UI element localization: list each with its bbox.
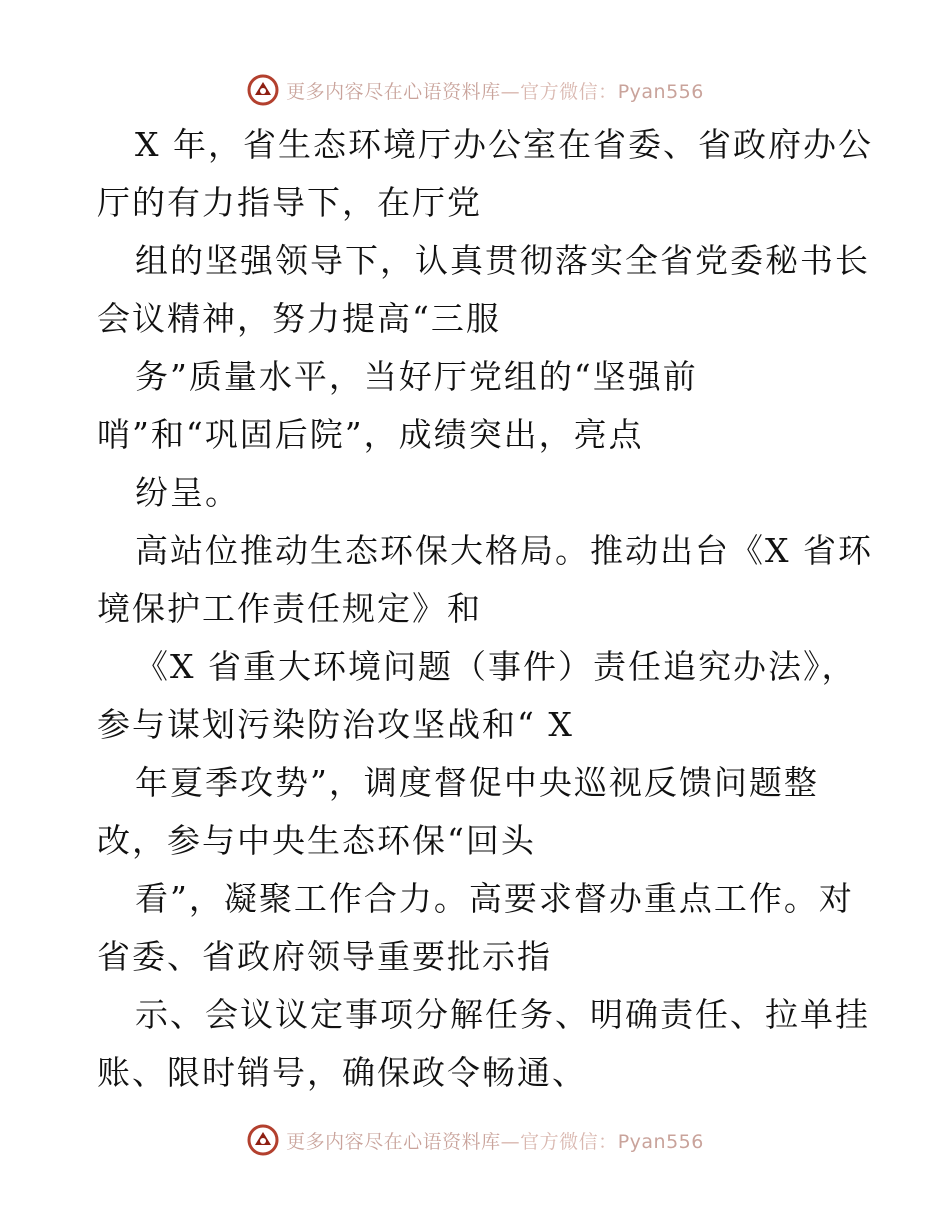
text-line-8: 高站位推动生态环保大格局。推动出台《X 省环 <box>135 531 873 570</box>
brand-wechat-id: Pyan556 <box>617 80 704 103</box>
text-line-9: 境保护工作责任规定》和 <box>97 589 482 628</box>
text-line-7: 纷呈。 <box>135 473 240 512</box>
text-line-5: 务”质量水平，当好厅党组的“坚强前 <box>135 357 698 396</box>
text-line-11: 参与谋划污染防治攻坚战和“ X <box>97 705 574 744</box>
text-line-15: 省委、省政府领导重要批示指 <box>97 937 552 976</box>
text-line-14: 看”，凝聚工作合力。高要求督办重点工作。对 <box>135 879 854 918</box>
text-line-17: 账、限时销号，确保政令畅通、 <box>97 1053 587 1092</box>
brand-text <box>286 77 704 104</box>
text-line-4: 会议精神，努力提高“三服 <box>97 299 501 338</box>
text-line-13: 改，参与中央生态环保“回头 <box>97 821 536 860</box>
text-line-10: 《X 省重大环境问题（事件）责任追究办法》， <box>135 647 857 686</box>
header-banner <box>0 70 950 110</box>
text-line-2: 厅的有力指导下，在厅党 <box>97 183 482 222</box>
footer-banner <box>0 1120 950 1160</box>
brand-text <box>286 1127 704 1154</box>
text-line-6: 哨”和“巩固后院”，成绩突出，亮点 <box>97 415 644 454</box>
brand-separator: —官方微信： <box>500 80 618 103</box>
brand-logo-icon <box>246 73 280 107</box>
brand-logo-icon <box>246 1123 280 1157</box>
text-line-1: X 年，省生态环境厅办公室在省委、省政府办公 <box>135 125 873 164</box>
brand-name: 更多内容尽在心语资料库 <box>286 80 501 103</box>
text-line-12: 年夏季攻势”，调度督促中央巡视反馈问题整 <box>135 763 819 802</box>
text-line-3: 组的坚强领导下，认真贯彻落实全省党委秘书长 <box>135 241 870 280</box>
text-line-16: 示、会议议定事项分解任务、明确责任、拉单挂 <box>135 995 870 1034</box>
brand-wechat-id: Pyan556 <box>617 1130 704 1153</box>
brand-separator: —官方微信： <box>500 1130 618 1153</box>
brand-name: 更多内容尽在心语资料库 <box>286 1130 501 1153</box>
